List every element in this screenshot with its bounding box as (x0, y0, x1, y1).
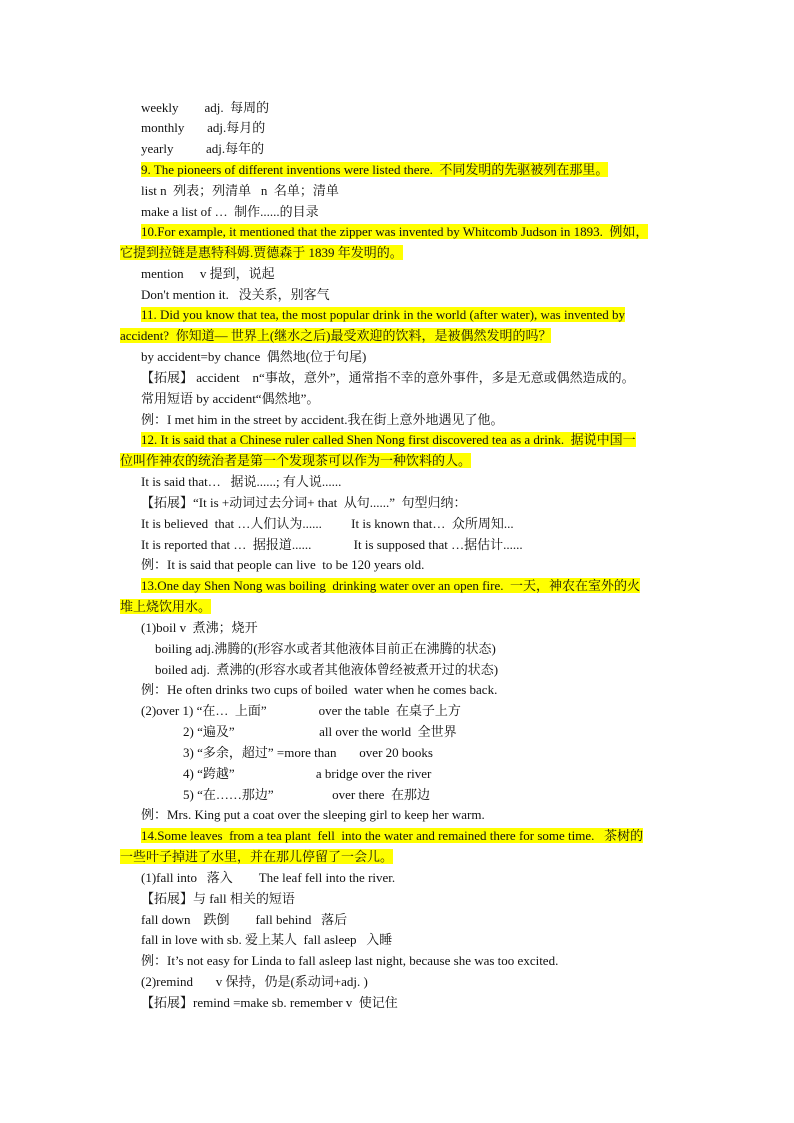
text-line: mention v 提到，说起 (141, 266, 275, 281)
sentence-text: 位叫作神农的统治者是第一个发现茶可以作为一种饮料的人。 (120, 453, 472, 468)
text-line: Don't mention it. 没关系，别客气 (141, 287, 330, 302)
text-line: fall in love with sb. 爱上某人 fall asleep 入睡 (141, 932, 393, 947)
highlighted-sentence-14a (141, 825, 643, 846)
highlighted-sentence-13b (120, 596, 211, 617)
text-line: 例：He often drinks two cups of boiled water when he comes back. (141, 682, 498, 697)
text-line: 常用短语 by accident“偶然地”。 (141, 391, 320, 406)
text-line: boiling adj.沸腾的(形容水或者其他液体目前正在沸腾的状态) (155, 641, 496, 656)
text-line: weekly adj. 每周的 (141, 100, 270, 115)
highlighted-sentence-12b (120, 450, 471, 471)
sentence-text: 13.One day Shen Nong was boiling drinking water over an open fire. 一天，神农在室外的火 (141, 578, 640, 593)
text-line: 例：Mrs. King put a coat over the sleeping girl to keep her warm. (141, 807, 485, 822)
text-line: 【拓展】remind =make sb. remember v 使记住 (141, 995, 398, 1010)
highlighted-sentence-10b (120, 242, 403, 263)
text-line: boiled adj. 煮沸的(形容水或者其他液体曾经被煮开过的状态) (155, 662, 499, 677)
text-line: 4) “跨越” a bridge over the river (183, 766, 432, 781)
sentence-text: 14.Some leaves from a tea plant fell into the water and remained there for some time. 茶树的 (141, 828, 644, 843)
highlighted-sentence-9 (141, 159, 608, 180)
highlighted-sentence-10a (141, 221, 648, 242)
text-line: It is reported that … 据报道...... It is supposed that …据估计...... (141, 537, 523, 552)
sentence-text: 9. The pioneers of different inventions were listed there. 不同发明的先驱被列在那里。 (141, 162, 609, 177)
text-line: 例：I met him in the street by accident.我在街上意外地遇见了他。 (141, 412, 504, 427)
text-line: 例：It is said that people can live to be 120 years old. (141, 557, 425, 572)
highlighted-sentence-13a (141, 575, 640, 596)
text-line: (1)boil v 煮沸；烧开 (141, 620, 258, 635)
text-line: list n 列表；列清单 n 名单；清单 (141, 183, 339, 198)
sentence-text: 11. Did you know that tea, the most popular drink in the world (after water), was invented by (141, 307, 626, 322)
text-line: (2)over 1) “在… 上面” over the table 在桌子上方 (141, 703, 461, 718)
text-line: 5) “在……那边” over there 在那边 (183, 787, 430, 802)
text-line: 【拓展】 accident n“事故，意外”，通常指不幸的意外事件，多是无意或偶然造成的。 (141, 370, 635, 385)
sentence-text: 一些叶子掉进了水里，并在那儿停留了一会儿。 (120, 849, 394, 864)
text-line: It is said that… 据说......; 有人说...... (141, 474, 342, 489)
sentence-text: accident? 你知道— 世界上(继水之后)最受欢迎的饮料，是被偶然发明的吗？ (120, 328, 552, 343)
text-line: 2) “遍及” all over the world 全世界 (183, 724, 457, 739)
text-line: make a list of … 制作......的目录 (141, 204, 319, 219)
text-line: 例：It’s not easy for Linda to fall asleep last night, because she was too excited. (141, 953, 559, 968)
text-line: (1)fall into 落入 The leaf fell into the river. (141, 870, 396, 885)
sentence-text: 堆上烧饮用水。 (120, 599, 212, 614)
highlighted-sentence-12a (141, 429, 636, 450)
text-line: by accident=by chance 偶然地(位于句尾) (141, 349, 367, 364)
highlighted-sentence-14b (120, 846, 393, 867)
text-line: (2)remind v 保持，仍是(系动词+adj. ) (141, 974, 368, 989)
sentence-text: 12. It is said that a Chinese ruler called Shen Nong first discovered tea as a drink. 据说中国一 (141, 432, 636, 447)
text-line: It is believed that …人们认为...... It is known that… 众所周知... (141, 516, 514, 531)
sentence-text: 它提到拉链是惠特科姆.贾德森于 1839 年发明的。 (120, 245, 403, 260)
text-line: 【拓展】与 fall 相关的短语 (141, 891, 295, 906)
highlighted-sentence-11a (141, 304, 625, 325)
text-line: monthly adj.每月的 (141, 120, 266, 135)
sentence-text: 10.For example, it mentioned that the zipper was invented by Whitcomb Judson in 1893. 例如， (141, 224, 649, 239)
text-line: yearly adj.每年的 (141, 141, 265, 156)
text-line: fall down 跌倒 fall behind 落后 (141, 912, 348, 927)
text-line: 3) “多余，超过” =more than over 20 books (183, 745, 433, 760)
text-line: 【拓展】“It is +动词过去分词+ that 从句......” 句型归纳： (141, 495, 467, 510)
highlighted-sentence-11b (120, 325, 551, 346)
